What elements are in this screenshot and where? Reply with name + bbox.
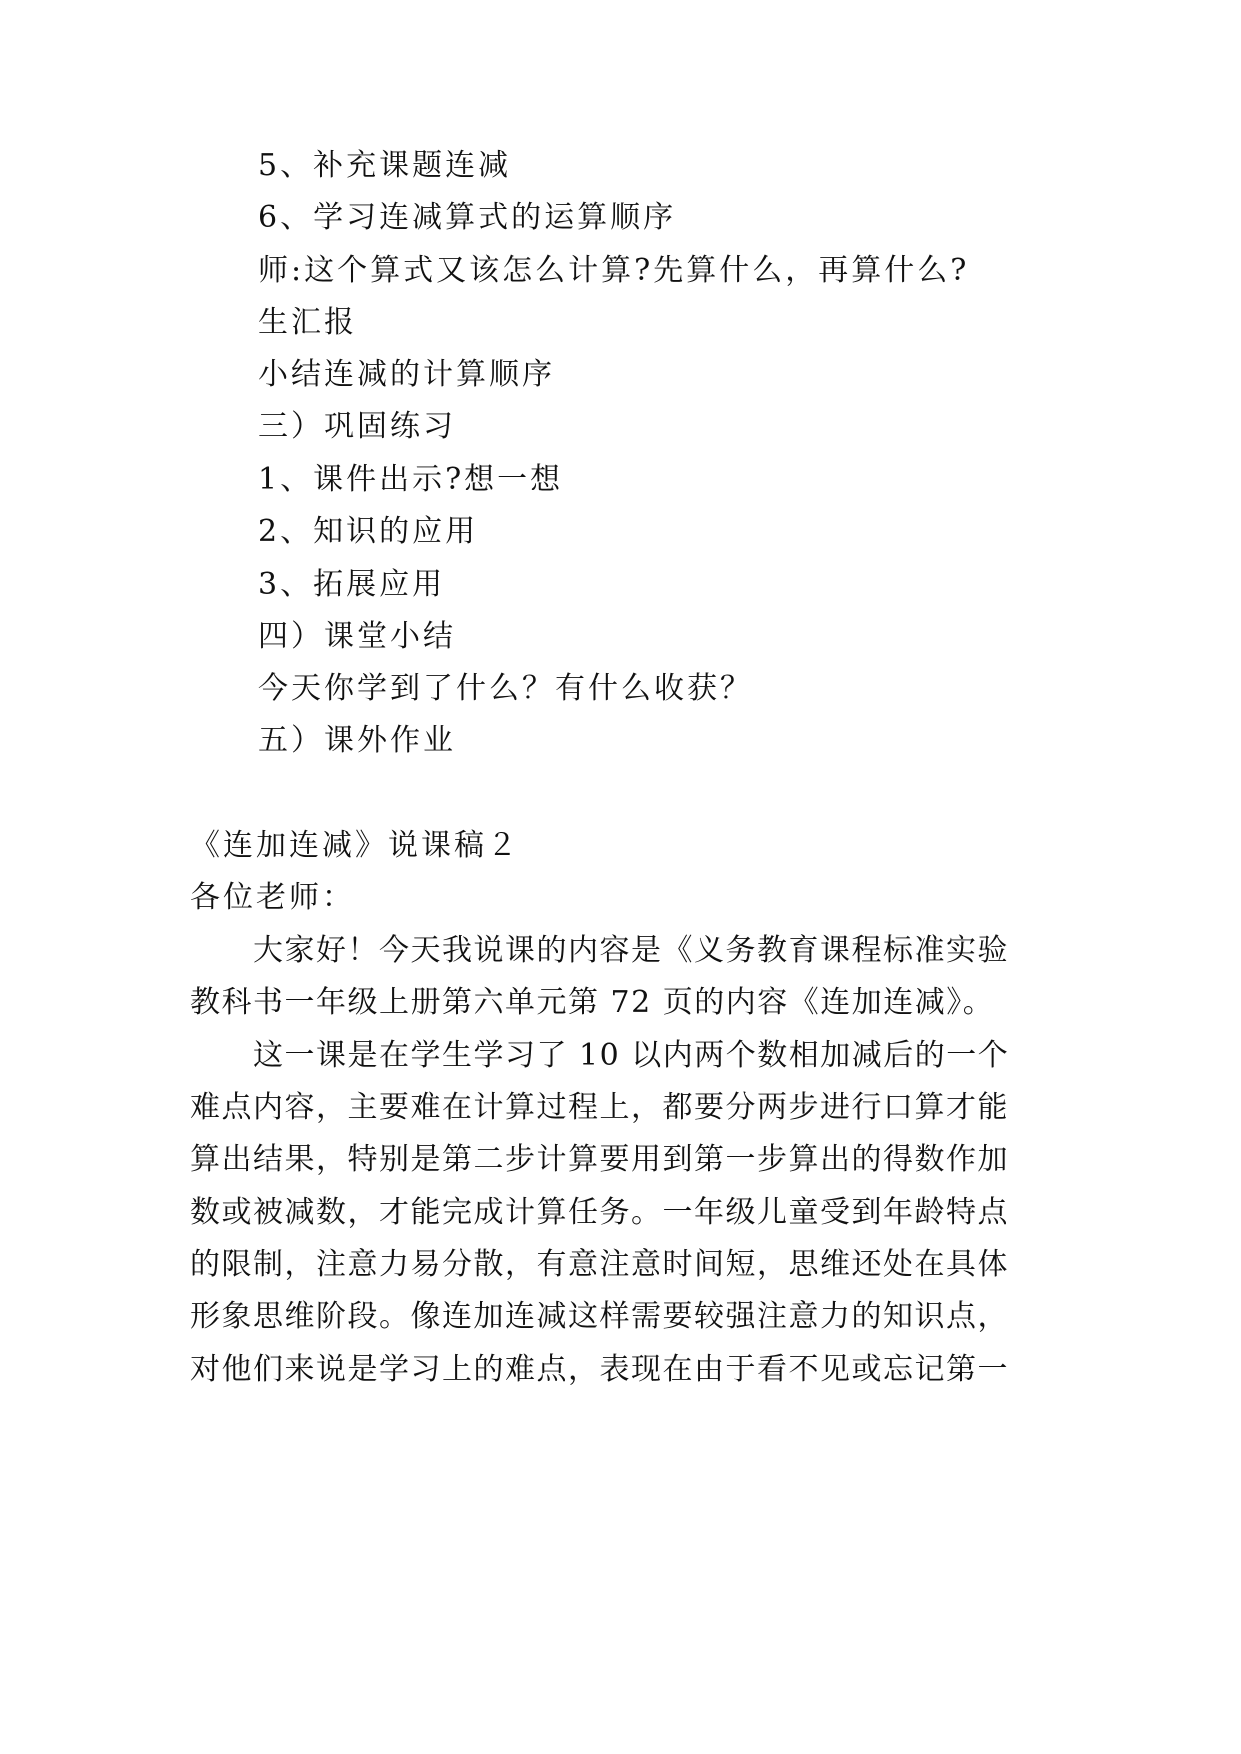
outline-item-5: 5、补充课题连减 bbox=[258, 148, 512, 183]
paragraph2-line7: 对他们来说是学习上的难点，表现在由于看不见或忘记第一 bbox=[190, 1352, 1009, 1387]
paragraph2-line2: 难点内容，主要难在计算过程上，都要分两步进行口算才能 bbox=[190, 1090, 1009, 1125]
teacher-question: 师:这个算式又该怎么计算?先算什么，再算什么? bbox=[258, 253, 970, 288]
student-report: 生汇报 bbox=[258, 305, 357, 340]
greeting: 各位老师： bbox=[190, 880, 355, 915]
practice-item-3: 3、拓展应用 bbox=[258, 567, 446, 602]
summary-question: 今天你学到了什么？有什么收获？ bbox=[258, 671, 753, 706]
heading-class-summary: 四）课堂小结 bbox=[258, 619, 456, 654]
practice-item-1: 1、课件出示?想一想 bbox=[258, 462, 564, 497]
paragraph2-line3: 算出结果，特别是第二步计算要用到第一步算出的得数作加 bbox=[190, 1142, 1009, 1177]
paragraph1-line1: 大家好！今天我说课的内容是《义务教育课程标准实验 bbox=[190, 933, 1009, 968]
paragraph2-line6: 形象思维阶段。像连加连减这样需要较强注意力的知识点， bbox=[190, 1299, 1009, 1334]
paragraph2-line5: 的限制，注意力易分散，有意注意时间短，思维还处在具体 bbox=[190, 1247, 1009, 1282]
paragraph1-line2: 教科书一年级上册第六单元第 72 页的内容《连加连减》。 bbox=[190, 985, 995, 1020]
section-title: 《连加连减》说课稿２ bbox=[190, 828, 520, 863]
heading-practice: 三）巩固练习 bbox=[258, 409, 456, 444]
practice-item-2: 2、知识的应用 bbox=[258, 514, 479, 549]
outline-item-6: 6、学习连减算式的运算顺序 bbox=[258, 200, 677, 235]
paragraph2-line4: 数或被减数，才能完成计算任务。一年级儿童受到年龄特点 bbox=[190, 1195, 1009, 1230]
summary-order: 小结连减的计算顺序 bbox=[258, 357, 555, 392]
heading-homework: 五）课外作业 bbox=[258, 723, 456, 758]
paragraph2-line1: 这一课是在学生学习了 10 以内两个数相加减后的一个 bbox=[190, 1038, 1010, 1073]
